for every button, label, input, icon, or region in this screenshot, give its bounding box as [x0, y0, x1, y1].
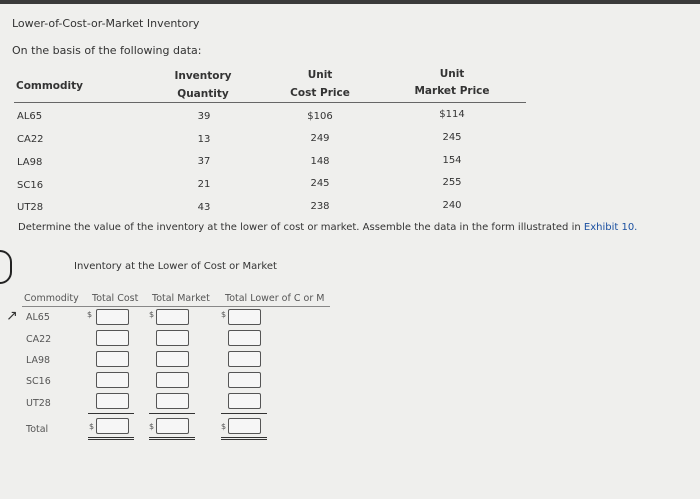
currency-symbol: $ [149, 310, 155, 319]
total-underline [221, 413, 267, 414]
total-underline [149, 413, 195, 414]
col-qty-header-1: Inventory [174, 70, 232, 82]
total-lower-sum-input[interactable] [228, 418, 261, 434]
double-underline [88, 439, 134, 440]
total-underline [88, 413, 134, 414]
col-market-header-1: Unit [439, 68, 465, 80]
col-market-header-2: Market Price [414, 85, 490, 97]
header-divider [14, 102, 526, 103]
row-cost: $106 [307, 111, 333, 122]
total-cost-input[interactable] [96, 309, 129, 325]
row-commodity: AL65 [17, 111, 43, 122]
total-cost-input[interactable] [96, 372, 129, 388]
form-col-commodity: Commodity [24, 293, 79, 304]
form-row-label: AL65 [26, 312, 50, 323]
currency-symbol: $ [89, 422, 95, 431]
row-cost: 245 [310, 178, 330, 189]
total-cost-input[interactable] [96, 351, 129, 367]
row-market: 154 [442, 155, 462, 166]
form-row-label: SC16 [26, 376, 51, 387]
form-row-label: CA22 [26, 334, 52, 345]
row-qty: 13 [197, 134, 211, 145]
currency-symbol: $ [87, 310, 93, 319]
total-lower-input[interactable] [228, 309, 261, 325]
form-row-label: UT28 [26, 398, 51, 409]
form-title: Inventory at the Lower of Cost or Market [74, 261, 277, 272]
row-qty: 43 [197, 202, 211, 213]
currency-symbol: $ [149, 422, 155, 431]
row-commodity: LA98 [17, 157, 43, 168]
row-cost: 148 [310, 156, 330, 167]
instructions-text: Determine the value of the inventory at the lower of cost or market. Assemble the data in the form illustrated in [18, 222, 584, 233]
col-cost-header-2: Cost Price [290, 87, 350, 99]
row-cost: 238 [310, 201, 330, 212]
row-commodity: SC16 [17, 180, 44, 191]
row-market: 245 [442, 132, 462, 143]
total-lower-input[interactable] [228, 330, 261, 346]
row-market: 255 [442, 177, 462, 188]
total-lower-input[interactable] [228, 393, 261, 409]
edge-cursor-icon [0, 250, 12, 284]
row-qty: 37 [197, 156, 211, 167]
total-cost-input[interactable] [96, 330, 129, 346]
double-underline [221, 439, 267, 440]
form-total-label: Total [26, 424, 49, 435]
page-subtitle: On the basis of the following data: [12, 44, 202, 57]
page-title: Lower-of-Cost-or-Market Inventory [12, 17, 200, 30]
form-col-total-lower: Total Lower of C or M [225, 293, 325, 304]
mouse-pointer-icon: ↗ [6, 308, 18, 324]
total-market-input[interactable] [156, 330, 189, 346]
col-commodity-header: Commodity [16, 80, 83, 92]
row-market: 240 [442, 200, 462, 211]
row-qty: 21 [197, 179, 211, 190]
total-market-sum-input[interactable] [156, 418, 189, 434]
form-col-total-cost: Total Cost [92, 293, 139, 304]
double-underline [149, 437, 195, 438]
exhibit-link[interactable]: Exhibit 10. [583, 222, 638, 233]
form-header-divider [22, 306, 330, 307]
form-col-total-market: Total Market [152, 293, 210, 304]
total-cost-sum-input[interactable] [96, 418, 129, 434]
total-lower-input[interactable] [228, 351, 261, 367]
double-underline [221, 437, 267, 438]
total-lower-input[interactable] [228, 372, 261, 388]
col-cost-header-1: Unit [307, 69, 333, 81]
instructions [18, 222, 637, 233]
total-market-input[interactable] [156, 372, 189, 388]
currency-symbol: $ [221, 422, 227, 431]
top-bar [0, 0, 700, 4]
col-qty-header-2: Quantity [177, 88, 229, 100]
total-cost-input[interactable] [96, 393, 129, 409]
total-market-input[interactable] [156, 309, 189, 325]
currency-symbol: $ [221, 310, 227, 319]
row-commodity: CA22 [17, 134, 44, 145]
double-underline [88, 437, 134, 438]
row-qty: 39 [197, 111, 211, 122]
total-market-input[interactable] [156, 393, 189, 409]
row-commodity: UT28 [17, 202, 44, 213]
total-market-input[interactable] [156, 351, 189, 367]
row-market: $114 [439, 109, 465, 120]
double-underline [149, 439, 195, 440]
row-cost: 249 [310, 133, 330, 144]
form-row-label: LA98 [26, 355, 51, 366]
